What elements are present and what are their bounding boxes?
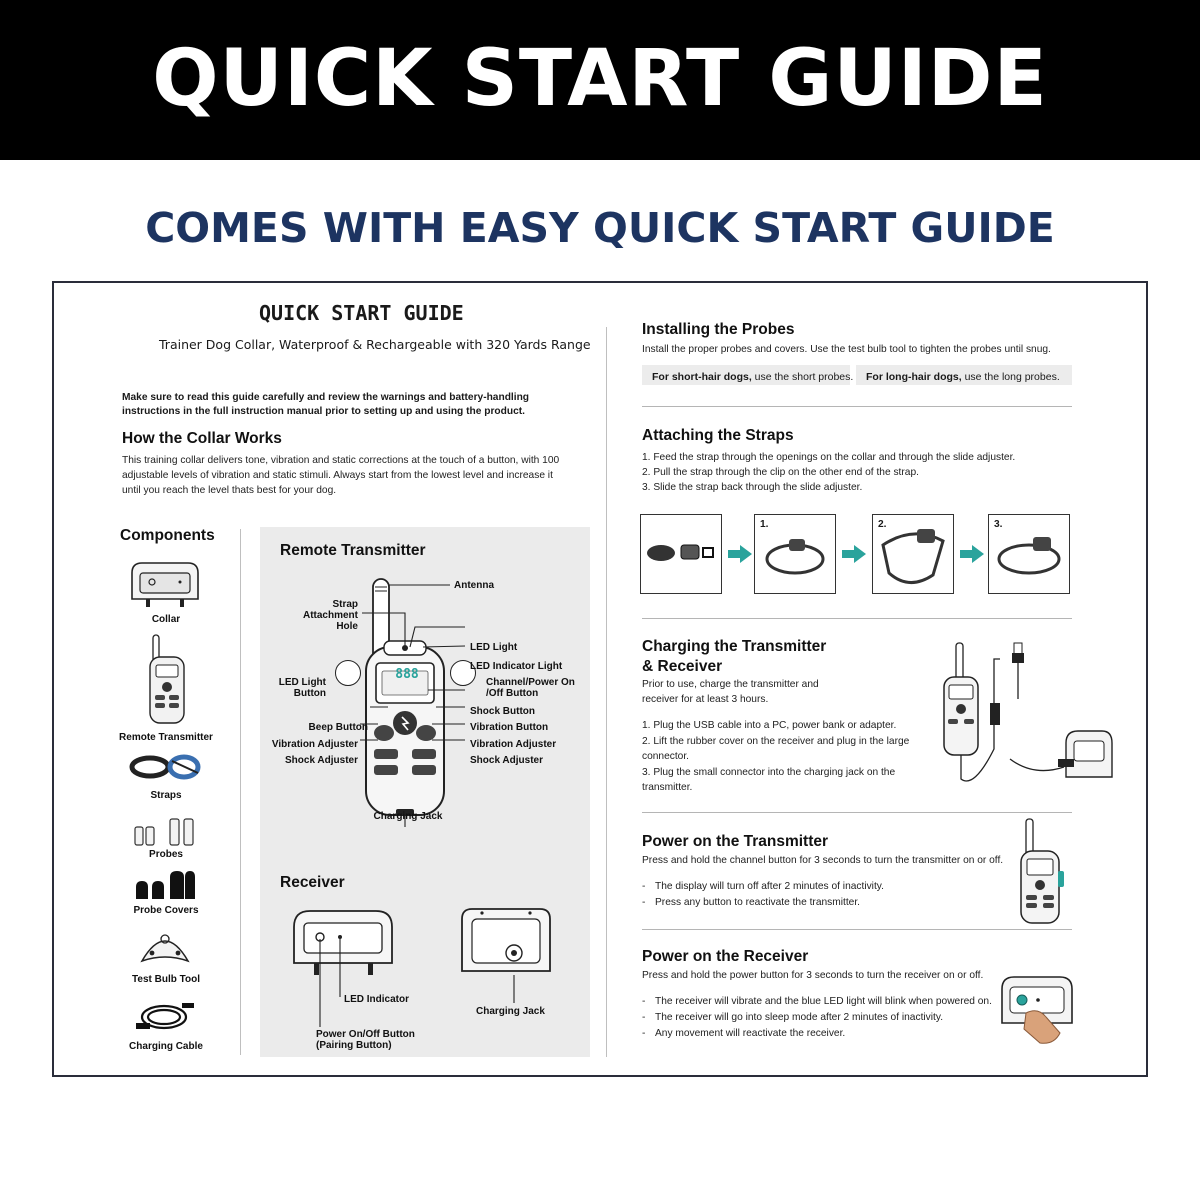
power-rx-bullet-2: The receiver will go into sleep mode after 2 minutes of inactivity. — [655, 1012, 944, 1023]
remote-display: 888 — [395, 667, 419, 682]
component-label-remote: Remote Transmitter — [119, 732, 213, 743]
components-divider — [240, 529, 241, 1055]
guide-sheet — [52, 281, 1148, 1077]
label-beep-button: Beep Button — [308, 722, 368, 733]
charging-step-1: 1. Plug the USB cable into a PC, power bank or adapter. — [642, 720, 897, 731]
column-divider — [606, 327, 607, 1057]
remote-heading: Remote Transmitter — [280, 542, 426, 559]
component-label-test-bulb-tool: Test Bulb Tool — [132, 974, 200, 985]
power-rx-heading: Power on the Receiver — [642, 948, 809, 965]
charging-step-2: 2. Lift the rubber cover on the receiver and plug in the large connector. — [642, 736, 910, 762]
short-hair-bold: For short-hair dogs, — [652, 371, 752, 383]
power-rx-bullet-dash-2: - — [642, 1012, 646, 1023]
label-vibration-adjuster-left: Vibration Adjuster — [271, 739, 358, 750]
component-label-collar: Collar — [151, 614, 181, 625]
label-vibration-adjuster-right: Vibration Adjuster — [470, 739, 557, 750]
test-bulb-tool-image — [138, 927, 192, 967]
long-hair-bold: For long-hair dogs, — [866, 371, 962, 383]
section-divider — [642, 812, 1072, 813]
section-divider — [642, 406, 1072, 407]
how-text: This training collar delivers tone, vibration and static corrections at the touch of a button, with 100 adjustable levels of vibration and static stimuli. Always start from the lowest level and increase it until you reach the level thats best for your dog. — [122, 455, 560, 496]
label-channel-power: Channel/Power On /Off Button — [486, 677, 575, 699]
label-shock-adjuster-left: Shock Adjuster — [285, 755, 358, 766]
component-label-probes: Probes — [149, 849, 183, 860]
arrow-icon — [842, 545, 866, 563]
straps-step-3: 3. Slide the strap back through the slide adjuster. — [642, 482, 863, 493]
power-rx-bullet-dash-1: - — [642, 996, 646, 1007]
collar-image — [126, 559, 204, 609]
power-tx-bullet-1: The display will turn off after 2 minutes of inactivity. — [655, 881, 884, 892]
receiver-leader-lines — [260, 907, 590, 1057]
components-heading: Components — [120, 527, 215, 544]
straps-step-2: 2. Pull the strap through the clip on the other end of the strap. — [642, 467, 919, 478]
power-tx-bullet-2: Press any button to reactivate the transmitter. — [655, 897, 860, 908]
charging-intro: Prior to use, charge the transmitter and receiver for at least 3 hours. — [642, 679, 819, 705]
notice-text: Make sure to read this guide carefully and review the warnings and battery-handling instructions in the full instruction manual prior to setting up and using the product. — [122, 392, 530, 417]
charging-step-3: 3. Plug the small connector into the charging jack on the transmitter. — [642, 767, 896, 793]
power-rx-bullet-3: Any movement will reactivate the receiver. — [655, 1028, 846, 1039]
strap-step-label-1: 1. — [760, 519, 769, 530]
label-vibration-button: Vibration Button — [470, 722, 549, 733]
component-label-charging-cable: Charging Cable — [129, 1041, 203, 1052]
component-label-straps: Straps — [150, 790, 182, 801]
long-hair-rest: use the long probes. — [961, 371, 1060, 383]
probes-heading: Installing the Probes — [642, 321, 795, 338]
top-banner — [0, 0, 1200, 160]
receiver-heading: Receiver — [280, 874, 345, 891]
probes-text: Install the proper probes and covers. Use the test bulb tool to tighten the probes until snug. — [642, 344, 1051, 355]
label-receiver-power-button: Power On/Off Button (Pairing Button) — [316, 1029, 415, 1051]
arrow-icon — [960, 545, 984, 563]
power-rx-diagram — [998, 973, 1076, 1047]
power-tx-bullet-dash-2: - — [642, 897, 646, 908]
strap-step-label-3: 3. — [994, 519, 1003, 530]
label-led-indicator-light: LED Indicator Light — [470, 661, 563, 672]
section-divider — [642, 929, 1072, 930]
straps-heading: Attaching the Straps — [642, 427, 794, 444]
short-hair-note — [642, 365, 854, 385]
remote-thumbnail — [147, 633, 187, 725]
label-led-light-button: LED Light Button — [278, 677, 326, 699]
power-tx-heading: Power on the Transmitter — [642, 833, 829, 850]
banner-title: QUICK START GUIDE — [152, 34, 1048, 124]
label-receiver-charging-jack: Charging Jack — [476, 1006, 545, 1017]
label-shock-button: Shock Button — [470, 706, 535, 717]
label-strap-hole: Strap Attachment Hole — [302, 599, 358, 632]
label-receiver-led-indicator: LED Indicator — [344, 994, 410, 1005]
sheet-title: QUICK START GUIDE — [259, 301, 464, 325]
label-charging-jack: Charging Jack — [373, 811, 443, 822]
charging-diagram — [934, 639, 1114, 799]
power-rx-bullet-1: The receiver will vibrate and the blue LED light will blink when powered on. — [655, 996, 992, 1007]
power-tx-bullet-dash-1: - — [642, 881, 646, 892]
straps-image — [128, 753, 204, 781]
power-tx-diagram — [1018, 817, 1066, 925]
label-antenna: Antenna — [454, 580, 494, 591]
component-label-probe-covers: Probe Covers — [133, 905, 199, 916]
label-shock-adjuster-right: Shock Adjuster — [470, 755, 543, 766]
strap-step-label-2: 2. — [878, 519, 887, 530]
power-rx-bullet-dash-3: - — [642, 1028, 646, 1039]
power-tx-text: Press and hold the channel button for 3 seconds to turn the transmitter on or off. — [642, 855, 1004, 866]
product-name: Trainer Dog Collar, Waterproof & Rechargeable with 320 Yards Range — [159, 337, 591, 352]
long-hair-note — [856, 365, 1072, 385]
probe-covers-image — [134, 869, 196, 901]
power-rx-text: Press and hold the power button for 3 seconds to turn the receiver on or off. — [642, 970, 984, 981]
arrow-icon — [728, 545, 752, 563]
short-hair-rest: use the short probes. — [751, 371, 854, 383]
charging-heading: Charging the Transmitter & Receiver — [642, 638, 827, 675]
label-led-light: LED Light — [470, 642, 518, 653]
charging-cable-image — [134, 997, 196, 1037]
remote-transmitter-panel — [260, 527, 590, 1057]
how-heading: How the Collar Works — [122, 430, 282, 447]
straps-step-1: 1. Feed the strap through the openings on the collar and through the slide adjuster. — [642, 452, 1016, 463]
probes-image — [132, 815, 198, 847]
strap-figure-parts — [640, 514, 722, 594]
page-subtitle: COMES WITH EASY QUICK START GUIDE — [145, 204, 1055, 252]
section-divider — [642, 618, 1072, 619]
